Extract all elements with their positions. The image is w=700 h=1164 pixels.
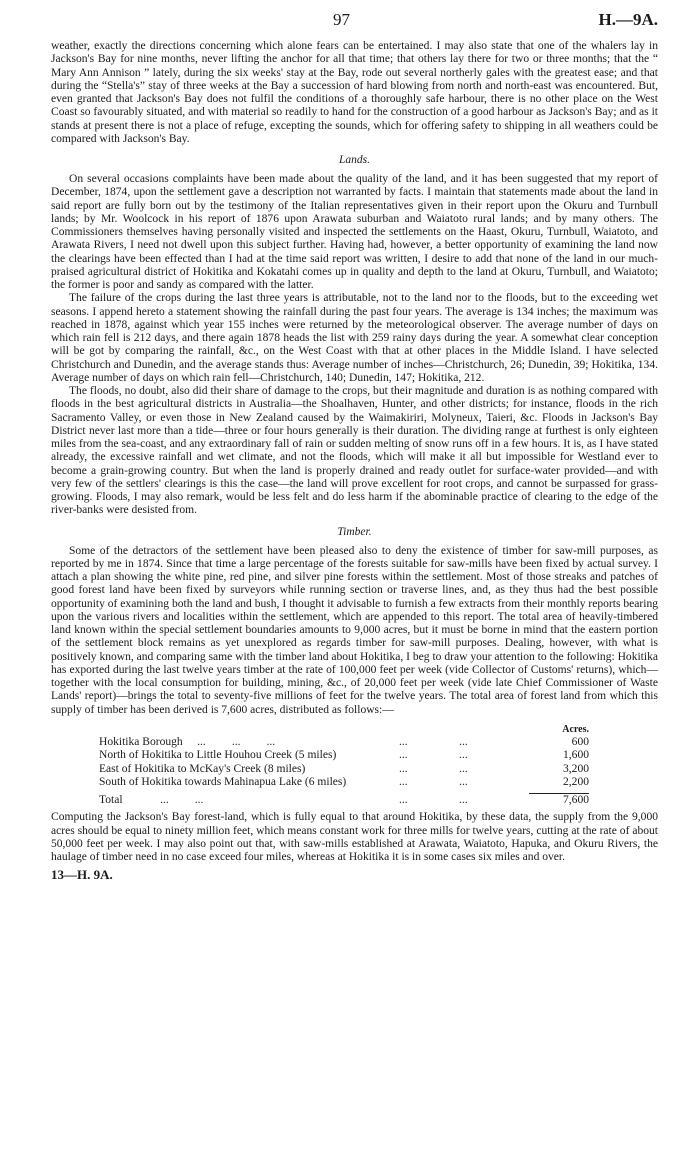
row-value: 600 [571, 736, 589, 748]
forest-acres-table [99, 723, 589, 808]
table-row: South of Hokitika towards Mahinapua Lake (6 miles) ... ... 2,200 [99, 775, 589, 788]
section-heading-timber: Timber. [337, 525, 372, 538]
intro-paragraph: weather, exactly the directions concerning which alone fears can be entertained. I may also state that one of the whalers lay in Jackson's Bay for nine months, never lifting the anchor for all that time; that others lay there for two or three months; that the “ Mary Ann Annison ” lately, during the six weeks' stay at the Bay, rode out several northerly gales with the greatest ease; and that during the “Stella's” stay of three weeks at the Bay a succession of hard blowing from north and north-east was encountered. But, even granted that Jackson's Bay does not fulfil the conditions of a thoroughly safe harbour, there is no other place on the West Coast so favourably situated, and with material so readily to hand for the construction of a good harbour as Jackson's Bay; and as it stands at present there is not a place of refuge, excepting the sounds, which for offering safety to shipping in all weathers could be compared with Jackson's Bay. [51, 40, 658, 145]
timber-paragraph: Some of the detractors of the settlement have been pleased also to deny the existence of timber for saw-mill purposes, as reported by me in 1874. Since that time a large percentage of the forests suitable for saw-mills have been fixed by actual survey. I attach a plan showing the white pine, red pine, and silver pine forests within the settlement. Most of those streaks and patches of good forest land have been fixed by surveyors while running section or traverse lines, and, as they thus had the best possible opportunity of examining both the land and bush, I thought it advisable to furnish a few extracts from their monthly reports bearing upon the various rivers and localities within the settlement, which are appended to this report. The total area of heavily-timbered land known within the special settlement boundaries amounts to 9,000 acres, but it must be borne in mind that the eastern portion of the settlement block remains as yet unexplored as regards timber for saw-mill purposes. Dealing, however, with what is positively known, and comparing same with the timber land about Hokitika, I beg to draw your attention to the following: Hokitika has exported during the last twelve years timber at the rate of 100,000 feet per week (vide Collector of Customs' returns), which—together with the local consumption for building, mining, &c., of 20,000 feet per week (vide late Chief Commissioner of Waste Lands' report)—brings the total to seventy-five millions of feet for the twelve years. The total area of forest land from which this supply of timber has been derived is 7,600 acres, distributed as follows:— [51, 544, 658, 716]
footer-signature-mark: 13—H. 9A. [51, 867, 113, 883]
closing-paragraph: Computing the Jackson's Bay forest-land, which is fully equal to that around Hokitika, by these data, the supply from the 9,000 acres should be equal to ninety million feet, which means constant work for three mills for twelve years, cutting at the rate of about 50,000 feet per week. I may also point out that, with saw-mills established at Arawata, Waiatoto, Hapuka, and Okuru Rivers, the haulage of timber need in no case exceed four miles, whereas at Hokitika it is in some cases six miles and over. [51, 811, 658, 863]
table-row: Hokitika Borough ... ... ... ... ... 600 [99, 736, 589, 748]
table-row: North of Hokitika to Little Houhou Creek (5 miles) ... ... 1,600 [99, 749, 589, 762]
row-label: South of Hokitika towards Mahinapua Lake (6 miles) [99, 775, 347, 788]
row-value: 3,200 [563, 762, 589, 775]
acres-column-header: Acres. [562, 723, 589, 735]
row-label: East of Hokitika to McKay's Creek (8 miles) [99, 762, 306, 775]
table-row: East of Hokitika to McKay's Creek (8 miles) ... ... 3,200 [99, 762, 589, 775]
document-page [51, 0, 658, 883]
total-row: Total ... ... ... ... 7,600 [99, 793, 589, 806]
lands-paragraph-3: The floods, no doubt, also did their share of damage to the crops, but their magnitude and duration is as nothing compared with floods in the best agricultural districts in Australia—the Shoalhaven, Hunter, and other districts; for instance, floods in the rich Sacramento Valley, or even those in New Zealand caused by the Waimakiriri, Molyneux, Taieri, &c. Floods in Jackson's Bay District never last more than a tide—three or four hours generally is their duration. The dividing range at furthest is only eighteen miles from the sea-coast, and any extraordinary fall of rain or sudden melting of snow runs off in a few hours. It is, as I have stated already, the excessive rainfall and wet climate, and not the floods, which will make it all but impossible for Westland ever to become a grain-growing country. But when the land is properly drained and ready outlet for surface-water provided—and with very few of the settlers' clearings is this the case—the land will prove excellent for root crops, and cannot be surpassed for grass-growing. Floods, I may also remark, would be less felt and do less harm if the abominable practice of clearing to the edge of the river-banks were desisted from. [51, 385, 658, 517]
section-heading-lands: Lands. [339, 154, 370, 166]
total-value: 7,600 [563, 794, 589, 806]
lands-paragraph-1: On several occasions complaints have been made about the quality of the land, and it has been suggested that my report of December, 1874, upon the settlement gave a description not warranted by facts. I maintain that statements made about the land in said report are fully born out by the testimony of the Italian representatives given in their report upon the Okuru and Turnbull lands; by Mr. Woolcock in his report of 1876 upon Arawata suburban and Waiatoto rural lands; and by many others. The Commissioners themselves having personally visited and inspected the settlements on the Haast, Okuru, Turnbull, Waiatoto, and Arawata Rivers, I need not dwell upon this subject further. Having had, however, a better opportunity of examining the land now the clearings have been effected than I had at the time said report was written, I desire to add that none of the land in our much-praised agricultural district of Hokitika and Kokatahi comes up in quality and depth to the land at Okuru, Turnbull, and Waiatoto; the former is poor and sandy as compared with the latter. [51, 173, 658, 291]
row-value: 1,600 [563, 749, 589, 762]
page-header [51, 0, 658, 40]
lands-paragraph-2: The failure of the crops during the last three years is attributable, not to the land nor to the floods, but to the exceeding wet seasons. I append hereto a statement showing the rainfall during the past four years. The average is 134 inches; the maximum was reached in 1878, against which year 155 inches were returned by the meteorological observer. The average number of days on which rain fell is 212 days, and there again 1878 heads the list with 259 rainy days during the year. A somewhat clear conception will be got by comparing the rainfall, &c., on the West Coast with that at other places in the Middle Island. I have selected Christchurch and Dunedin, and the average stands thus: Average number of inches—Christchurch, 26; Dunedin, 39; Hokitika, 134. Average number of days on which rain fell—Christchurch, 140; Dunedin, 147; Hokitika, 212. [51, 292, 658, 384]
page-number: 97 [333, 10, 350, 29]
row-label: Hokitika Borough [99, 736, 183, 748]
row-value: 2,200 [563, 775, 589, 788]
total-label: Total [99, 793, 123, 806]
row-label: North of Hokitika to Little Houhou Creek (5 miles) [99, 749, 337, 762]
document-reference: H.—9A. [598, 10, 658, 29]
